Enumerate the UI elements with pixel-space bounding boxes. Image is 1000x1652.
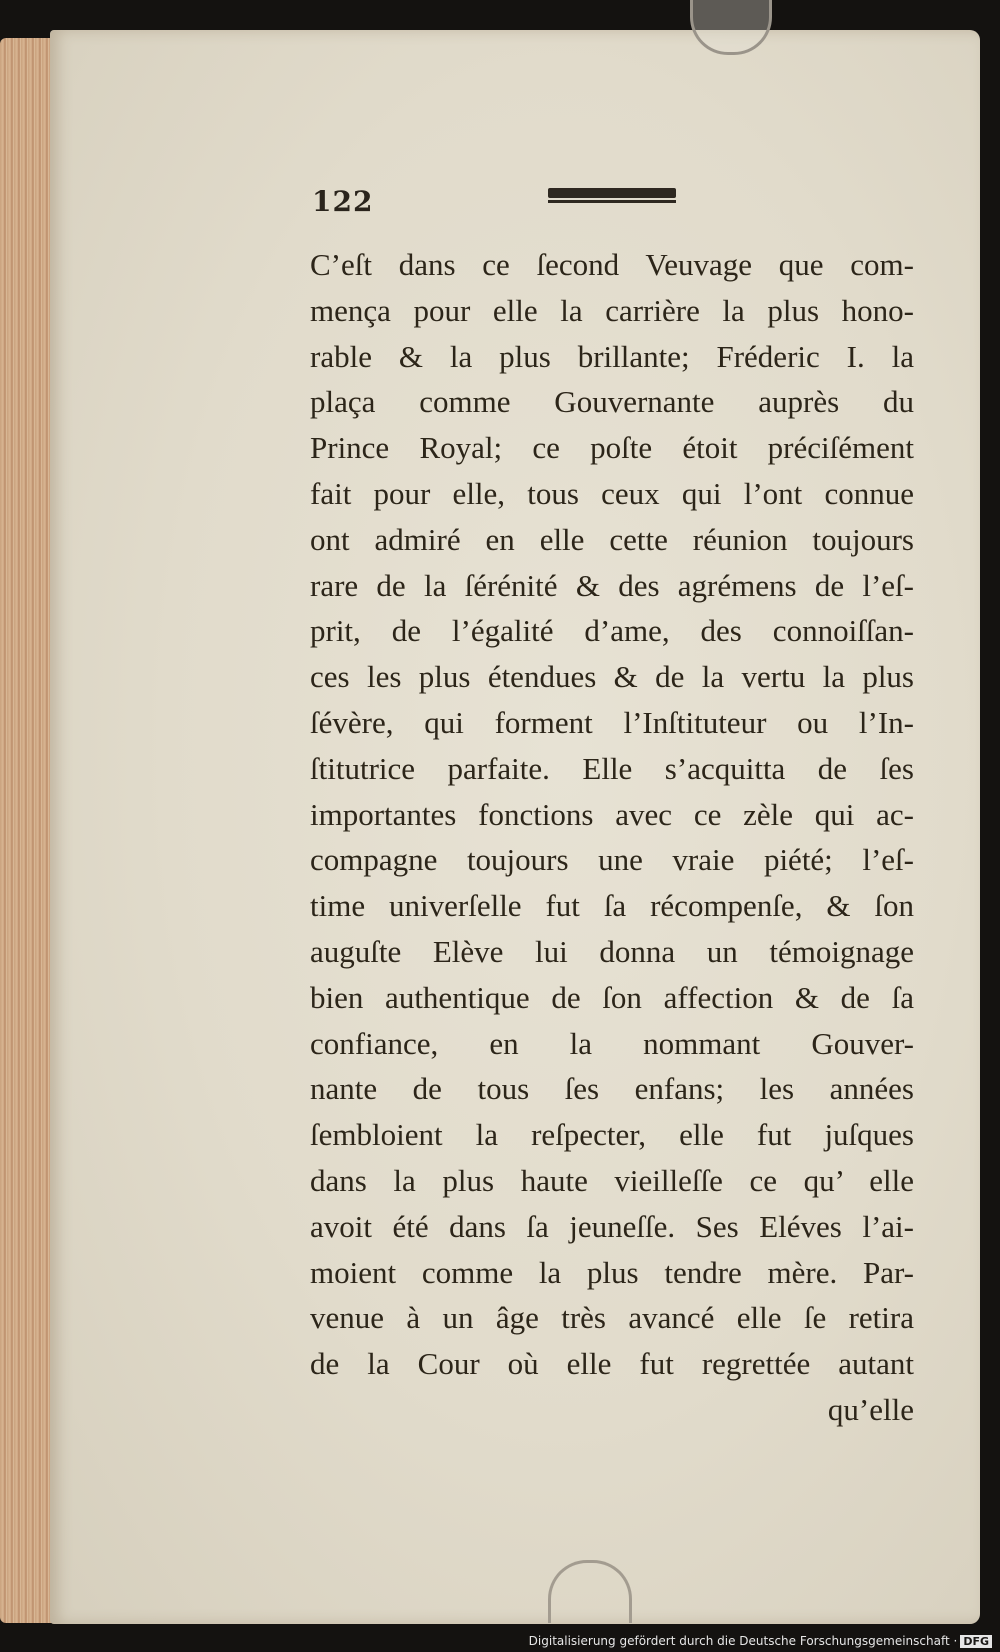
text-line: ſembloient la reſpecter, elle fut juſques <box>310 1117 914 1153</box>
text-line: confiance, en la nommant Gouver- <box>310 1025 914 1061</box>
footer-credit: Digitalisierung gefördert durch die Deutsche Forschungsgemeinschaft · <box>528 1634 958 1648</box>
text-line: rable & la plus brillante; Fréderic I. la <box>310 338 914 374</box>
text-line: de la Cour où elle fut regrettée autant <box>310 1346 914 1382</box>
text-line: prit, de l’égalité d’ame, des connoiſſan- <box>310 613 914 649</box>
text-line: importantes fonctions avec ce zèle qui ac- <box>310 796 914 832</box>
text-line: C’eſt dans ce ſecond Veuvage que com- <box>310 247 914 282</box>
digitization-footer <box>529 1634 992 1648</box>
text-line: mença pour elle la carrière la plus hono- <box>310 292 914 328</box>
text-line: dans la plus haute vieilleſſe ce qu’ elle <box>310 1162 914 1198</box>
text-line: ont admiré en elle cette réunion toujours <box>310 521 914 557</box>
dfg-logo: DFG <box>960 1635 992 1648</box>
text-line: ces les plus étendues & de la vertu la plus <box>310 659 914 695</box>
text-line: compagne toujours une vraie piété; l’eſ- <box>310 842 914 878</box>
text-line: Prince Royal; ce poſte étoit préciſément <box>310 430 914 466</box>
header-ornament-rule <box>548 188 676 198</box>
text-line: plaça comme Gouvernante auprès du <box>310 384 914 420</box>
text-line: ſtitutrice parfaite. Elle s’acquitta de ſes <box>310 750 914 786</box>
text-line: avoit été dans ſa jeuneſſe. Ses Eléves l’ai- <box>310 1208 914 1244</box>
text-line: bien authentique de ſon affection & de ſa <box>310 979 914 1015</box>
text-line: moient comme la plus tendre mère. Par- <box>310 1254 914 1290</box>
catchword: qu’elle <box>827 1391 914 1427</box>
page-number: 122 <box>312 185 374 218</box>
book-clip-bottom <box>548 1560 632 1623</box>
body-text <box>310 242 914 1433</box>
text-line: time univerſelle fut ſa récompenſe, & ſon <box>310 888 914 924</box>
text-line: venue à un âge très avancé elle ſe retira <box>310 1300 914 1336</box>
text-line: nante de tous ſes enfans; les années <box>310 1071 914 1107</box>
text-line: ſévère, qui forment l’Inſtituteur ou l’In- <box>310 704 914 740</box>
text-line: auguſte Elève lui donna un témoignage <box>310 933 914 969</box>
text-line: rare de la ſérénité & des agrémens de l’eſ- <box>310 567 914 603</box>
text-line: fait pour elle, tous ceux qui l’ont connue <box>310 475 914 511</box>
